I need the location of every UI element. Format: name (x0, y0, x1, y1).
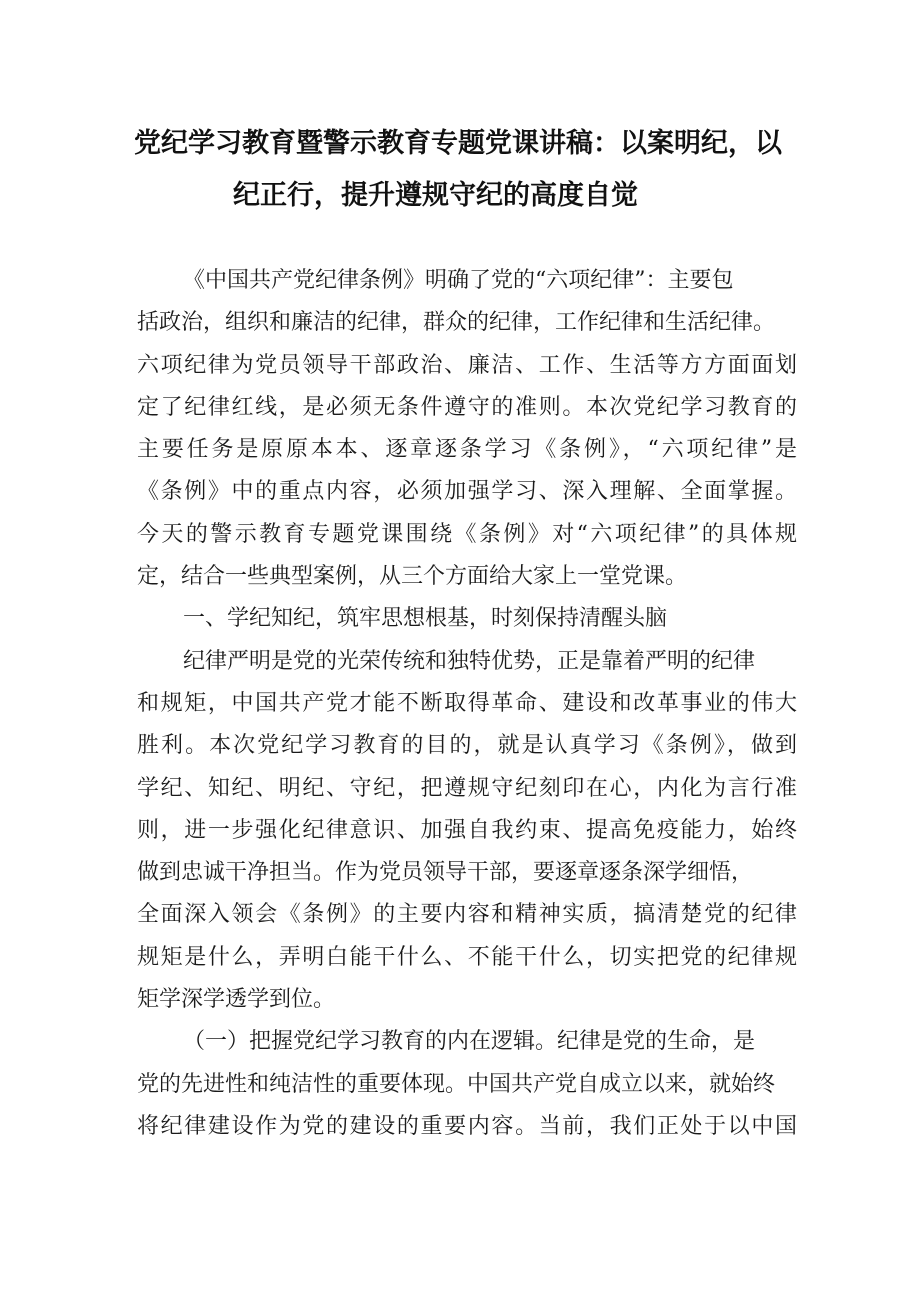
body-line: 《条例》中的重点内容，必须加强学习、深入理解、全面掌握。 (137, 479, 797, 505)
section-heading: 一、学纪知纪，筑牢思想根基，时刻保持清醒头脑 (183, 606, 668, 632)
body-line: 全面深入领会《条例》的主要内容和精神实质，搞清楚党的纪律 (137, 902, 797, 928)
body-line: 和规矩，中国共产党才能不断取得革命、建设和改革事业的伟大 (137, 690, 797, 716)
body-line: 则，进一步强化纪律意识、加强自我约束、提高免疫能力，始终 (137, 817, 797, 843)
body-line: 规矩是什么，弄明白能干什么、不能干什么，切实把党的纪律规 (137, 944, 797, 970)
body-line: 主要任务是原原本本、逐章逐条学习《条例》，“六项纪律”是 (137, 437, 797, 463)
body-line: 今天的警示教育专题党课围绕《条例》对“六项纪律”的具体规 (137, 521, 797, 547)
body-line: 党的先进性和纯洁性的重要体现。中国共产党自成立以来，就始终 (137, 1071, 776, 1097)
body-line: 《中国共产党纪律条例》明确了党的“六项纪律”：主要包 (183, 268, 734, 293)
body-line: 学纪、知纪、明纪、守纪，把遵规守纪刻印在心，内化为言行准 (137, 775, 797, 801)
body-line: 做到忠诚干净担当。作为党员领导干部，要逐章逐条深学细悟， (137, 860, 754, 886)
body-line: 纪律严明是党的光荣传统和独特优势，正是靠着严明的纪律 (183, 648, 756, 674)
document-body (137, 260, 797, 1148)
body-line: 括政治，组织和廉洁的纪律，群众的纪律，工作纪律和生活纪律。 (137, 310, 776, 336)
body-line: 将纪律建设作为党的建设的重要内容。当前，我们正处于以中国 (137, 1113, 797, 1139)
document-title-line-1: 党纪学习教育暨警示教育专题党课讲稿：以案明纪，以 (134, 128, 782, 159)
body-line: 六项纪律为党员领导干部政治、廉洁、工作、生活等方方面面划 (137, 352, 797, 378)
body-line: 胜利。本次党纪学习教育的目的，就是认真学习《条例》，做到 (137, 733, 797, 759)
document-title-line-2: 纪正行，提升遵规守纪的高度自觉 (233, 180, 638, 211)
body-line: 矩学深学透学到位。 (137, 987, 336, 1013)
subsection-line: （一）把握党纪学习教育的内在逻辑。纪律是党的生命，是 (183, 1029, 756, 1055)
body-line: 定，结合一些典型案例，从三个方面给大家上一堂党课。 (137, 564, 688, 590)
body-line: 定了纪律红线，是必须无条件遵守的准则。本次党纪学习教育的 (137, 394, 797, 420)
